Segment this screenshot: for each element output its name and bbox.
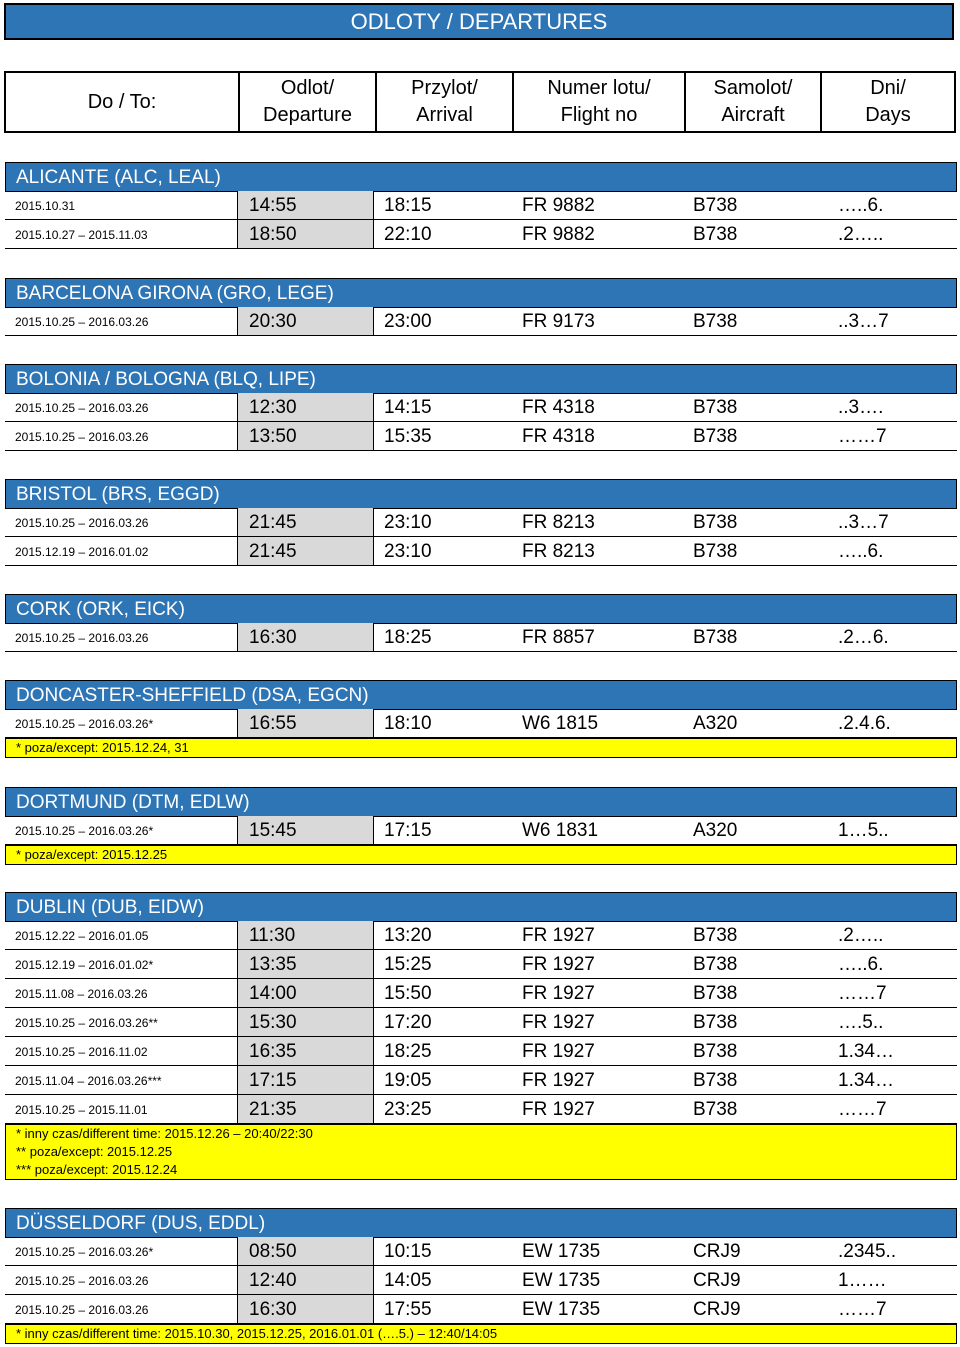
row-flight-no: FR 8857 bbox=[522, 627, 595, 648]
page-title: ODLOTY / DEPARTURES bbox=[4, 3, 954, 40]
table-row bbox=[5, 393, 957, 422]
row-dates: 2015.12.19 – 2016.01.02 bbox=[15, 545, 149, 559]
table-row bbox=[5, 979, 957, 1008]
row-dates: 2015.12.22 – 2016.01.05 bbox=[15, 929, 149, 943]
table-row bbox=[5, 950, 957, 979]
row-dates: 2015.10.25 – 2016.03.26* bbox=[15, 717, 154, 731]
footnote: * poza/except: 2015.12.25 bbox=[16, 847, 168, 862]
table-header bbox=[4, 71, 956, 133]
row-departure: 08:50 bbox=[237, 1237, 374, 1265]
row-aircraft: B738 bbox=[693, 426, 738, 447]
row-days: ..3…7 bbox=[838, 512, 889, 533]
row-arrival: 17:15 bbox=[384, 820, 432, 841]
row-flight-no: FR 1927 bbox=[522, 954, 595, 975]
row-aircraft: CRJ9 bbox=[693, 1241, 741, 1262]
table-row bbox=[5, 537, 957, 566]
section-header: BARCELONA GIRONA (GRO, LEGE) bbox=[5, 278, 957, 308]
row-dates: 2015.10.25 – 2016.03.26* bbox=[15, 824, 154, 838]
row-days: ..3…. bbox=[838, 397, 884, 418]
row-days: .2.4.6. bbox=[838, 713, 891, 734]
row-days: .2345.. bbox=[838, 1241, 897, 1262]
row-departure: 17:15 bbox=[237, 1066, 374, 1094]
row-flight-no: FR 1927 bbox=[522, 1012, 595, 1033]
row-aircraft: B738 bbox=[693, 1041, 738, 1062]
table-row bbox=[5, 1037, 957, 1066]
row-days: 1…5.. bbox=[838, 820, 889, 841]
footnote-box bbox=[5, 1324, 957, 1344]
row-arrival: 23:25 bbox=[384, 1099, 432, 1120]
row-flight-no: EW 1735 bbox=[522, 1270, 601, 1291]
table-row bbox=[5, 1008, 957, 1037]
row-days: .2…6. bbox=[838, 627, 889, 648]
row-days: …..6. bbox=[838, 954, 884, 975]
row-days: ..3…7 bbox=[838, 311, 889, 332]
row-days: 1…… bbox=[838, 1270, 887, 1291]
row-arrival: 14:05 bbox=[384, 1270, 432, 1291]
row-dates: 2015.10.25 – 2016.03.26 bbox=[15, 516, 149, 530]
table-row bbox=[5, 1066, 957, 1095]
table-row bbox=[5, 307, 957, 336]
row-dates: 2015.11.04 – 2016.03.26*** bbox=[15, 1074, 162, 1088]
row-departure: 16:35 bbox=[237, 1037, 374, 1065]
row-aircraft: B738 bbox=[693, 1070, 738, 1091]
row-dates: 2015.10.25 – 2016.03.26 bbox=[15, 631, 149, 645]
footnote: * inny czas/different time: 2015.12.26 – 20:40/22:30 bbox=[16, 1126, 313, 1141]
row-flight-no: FR 8213 bbox=[522, 512, 595, 533]
row-dates: 2015.10.27 – 2015.11.03 bbox=[15, 228, 148, 242]
table-row bbox=[5, 1095, 957, 1124]
row-flight-no: FR 9882 bbox=[522, 224, 595, 245]
row-departure: 20:30 bbox=[237, 307, 374, 335]
row-arrival: 19:05 bbox=[384, 1070, 432, 1091]
table-row bbox=[5, 1295, 957, 1324]
row-aircraft: B738 bbox=[693, 397, 738, 418]
row-departure: 12:40 bbox=[237, 1266, 374, 1294]
row-dates: 2015.10.25 – 2016.03.26 bbox=[15, 315, 149, 329]
header-arrival: Przylot/ Arrival bbox=[375, 73, 512, 131]
row-departure: 15:45 bbox=[237, 816, 374, 844]
footnote: * poza/except: 2015.12.24, 31 bbox=[16, 740, 189, 755]
row-arrival: 18:25 bbox=[384, 627, 432, 648]
row-days: ….5.. bbox=[838, 1012, 884, 1033]
row-aircraft: B738 bbox=[693, 224, 738, 245]
row-arrival: 17:55 bbox=[384, 1299, 432, 1320]
section-header: BOLONIA / BOLOGNA (BLQ, LIPE) bbox=[5, 364, 957, 394]
row-flight-no: FR 1927 bbox=[522, 983, 595, 1004]
row-arrival: 10:15 bbox=[384, 1241, 432, 1262]
table-row bbox=[5, 508, 957, 537]
row-aircraft: B738 bbox=[693, 1012, 738, 1033]
table-row bbox=[5, 623, 957, 652]
row-dates: 2015.12.19 – 2016.01.02* bbox=[15, 958, 154, 972]
row-arrival: 18:25 bbox=[384, 1041, 432, 1062]
row-aircraft: B738 bbox=[693, 512, 738, 533]
row-arrival: 13:20 bbox=[384, 925, 432, 946]
row-dates: 2015.10.25 – 2015.11.01 bbox=[15, 1103, 148, 1117]
section-header: DONCASTER-SHEFFIELD (DSA, EGCN) bbox=[5, 680, 957, 710]
row-days: ……7 bbox=[838, 983, 887, 1004]
row-departure: 12:30 bbox=[237, 393, 374, 421]
row-days: ……7 bbox=[838, 1299, 887, 1320]
row-days: 1.34… bbox=[838, 1070, 894, 1091]
row-arrival: 22:10 bbox=[384, 224, 432, 245]
row-days: …..6. bbox=[838, 541, 884, 562]
row-arrival: 14:15 bbox=[384, 397, 432, 418]
row-departure: 21:35 bbox=[237, 1095, 374, 1123]
row-departure: 13:50 bbox=[237, 422, 374, 450]
row-dates: 2015.10.25 – 2016.03.26 bbox=[15, 1274, 149, 1288]
row-arrival: 23:00 bbox=[384, 311, 432, 332]
row-arrival: 18:10 bbox=[384, 713, 432, 734]
row-departure: 21:45 bbox=[237, 508, 374, 536]
table-row bbox=[5, 816, 957, 845]
footnote-box bbox=[5, 845, 957, 865]
row-days: …..6. bbox=[838, 195, 884, 216]
footnote-box bbox=[5, 1124, 957, 1180]
row-dates: 2015.10.31 bbox=[15, 199, 76, 213]
table-row bbox=[5, 422, 957, 451]
row-flight-no: FR 1927 bbox=[522, 1041, 595, 1062]
row-arrival: 15:35 bbox=[384, 426, 432, 447]
row-departure: 16:30 bbox=[237, 1295, 374, 1323]
table-row bbox=[5, 921, 957, 950]
row-flight-no: FR 8213 bbox=[522, 541, 595, 562]
footnote: ** poza/except: 2015.12.25 bbox=[16, 1144, 173, 1159]
row-arrival: 15:25 bbox=[384, 954, 432, 975]
row-days: .2….. bbox=[838, 224, 884, 245]
row-aircraft: A320 bbox=[693, 820, 738, 841]
row-flight-no: FR 9173 bbox=[522, 311, 595, 332]
row-departure: 21:45 bbox=[237, 537, 374, 565]
section-header: DUBLIN (DUB, EIDW) bbox=[5, 892, 957, 922]
header-departure: Odlot/ Departure bbox=[238, 73, 375, 131]
table-row bbox=[5, 220, 957, 249]
row-aircraft: B738 bbox=[693, 195, 738, 216]
row-aircraft: B738 bbox=[693, 925, 738, 946]
row-flight-no: EW 1735 bbox=[522, 1241, 601, 1262]
row-flight-no: FR 4318 bbox=[522, 397, 595, 418]
row-aircraft: B738 bbox=[693, 311, 738, 332]
row-aircraft: B738 bbox=[693, 954, 738, 975]
row-flight-no: FR 1927 bbox=[522, 1070, 595, 1091]
row-dates: 2015.11.08 – 2016.03.26 bbox=[15, 987, 148, 1001]
row-arrival: 23:10 bbox=[384, 512, 432, 533]
row-days: 1.34… bbox=[838, 1041, 894, 1062]
header-flight-no: Numer lotu/ Flight no bbox=[512, 73, 684, 131]
row-departure: 13:35 bbox=[237, 950, 374, 978]
row-arrival: 18:15 bbox=[384, 195, 432, 216]
row-aircraft: CRJ9 bbox=[693, 1270, 741, 1291]
row-dates: 2015.10.25 – 2016.03.26* bbox=[15, 1245, 154, 1259]
table-row bbox=[5, 1266, 957, 1295]
row-days: .2….. bbox=[838, 925, 884, 946]
row-flight-no: FR 1927 bbox=[522, 1099, 595, 1120]
footnote-box bbox=[5, 738, 957, 758]
row-dates: 2015.10.25 – 2016.03.26 bbox=[15, 401, 149, 415]
section-header: CORK (ORK, EICK) bbox=[5, 594, 957, 624]
header-destination: Do / To: bbox=[87, 90, 157, 113]
row-dates: 2015.10.25 – 2016.03.26** bbox=[15, 1016, 158, 1030]
row-arrival: 15:50 bbox=[384, 983, 432, 1004]
row-departure: 14:00 bbox=[237, 979, 374, 1007]
row-aircraft: CRJ9 bbox=[693, 1299, 741, 1320]
row-aircraft: B738 bbox=[693, 1099, 738, 1120]
row-arrival: 17:20 bbox=[384, 1012, 432, 1033]
row-aircraft: B738 bbox=[693, 983, 738, 1004]
row-departure: 16:55 bbox=[237, 709, 374, 737]
row-flight-no: W6 1815 bbox=[522, 713, 599, 734]
table-row bbox=[5, 709, 957, 738]
section-header: DÜSSELDORF (DUS, EDDL) bbox=[5, 1208, 957, 1238]
row-flight-no: FR 9882 bbox=[522, 195, 595, 216]
row-departure: 18:50 bbox=[237, 220, 374, 248]
header-aircraft: Samolot/ Aircraft bbox=[684, 73, 820, 131]
row-arrival: 23:10 bbox=[384, 541, 432, 562]
section-header: BRISTOL (BRS, EGGD) bbox=[5, 479, 957, 509]
header-days: Dni/ Days bbox=[820, 73, 954, 131]
row-days: ……7 bbox=[838, 1099, 887, 1120]
row-days: ……7 bbox=[838, 426, 887, 447]
row-flight-no: FR 1927 bbox=[522, 925, 595, 946]
section-header: DORTMUND (DTM, EDLW) bbox=[5, 787, 957, 817]
row-aircraft: A320 bbox=[693, 713, 738, 734]
section-header: ALICANTE (ALC, LEAL) bbox=[5, 162, 957, 192]
row-aircraft: B738 bbox=[693, 627, 738, 648]
row-departure: 14:55 bbox=[237, 191, 374, 219]
row-departure: 15:30 bbox=[237, 1008, 374, 1036]
row-dates: 2015.10.25 – 2016.03.26 bbox=[15, 1303, 149, 1317]
footnote: * inny czas/different time: 2015.10.30, 2015.12.25, 2016.01.01 (….5.) – 12:40/14:05 bbox=[16, 1326, 498, 1341]
row-flight-no: W6 1831 bbox=[522, 820, 599, 841]
row-departure: 16:30 bbox=[237, 623, 374, 651]
row-dates: 2015.10.25 – 2016.03.26 bbox=[15, 430, 149, 444]
table-row bbox=[5, 1237, 957, 1266]
footnote: *** poza/except: 2015.12.24 bbox=[16, 1162, 178, 1177]
row-departure: 11:30 bbox=[237, 921, 374, 949]
row-aircraft: B738 bbox=[693, 541, 738, 562]
row-flight-no: FR 4318 bbox=[522, 426, 595, 447]
table-row bbox=[5, 191, 957, 220]
row-flight-no: EW 1735 bbox=[522, 1299, 601, 1320]
row-dates: 2015.10.25 – 2016.11.02 bbox=[15, 1045, 148, 1059]
